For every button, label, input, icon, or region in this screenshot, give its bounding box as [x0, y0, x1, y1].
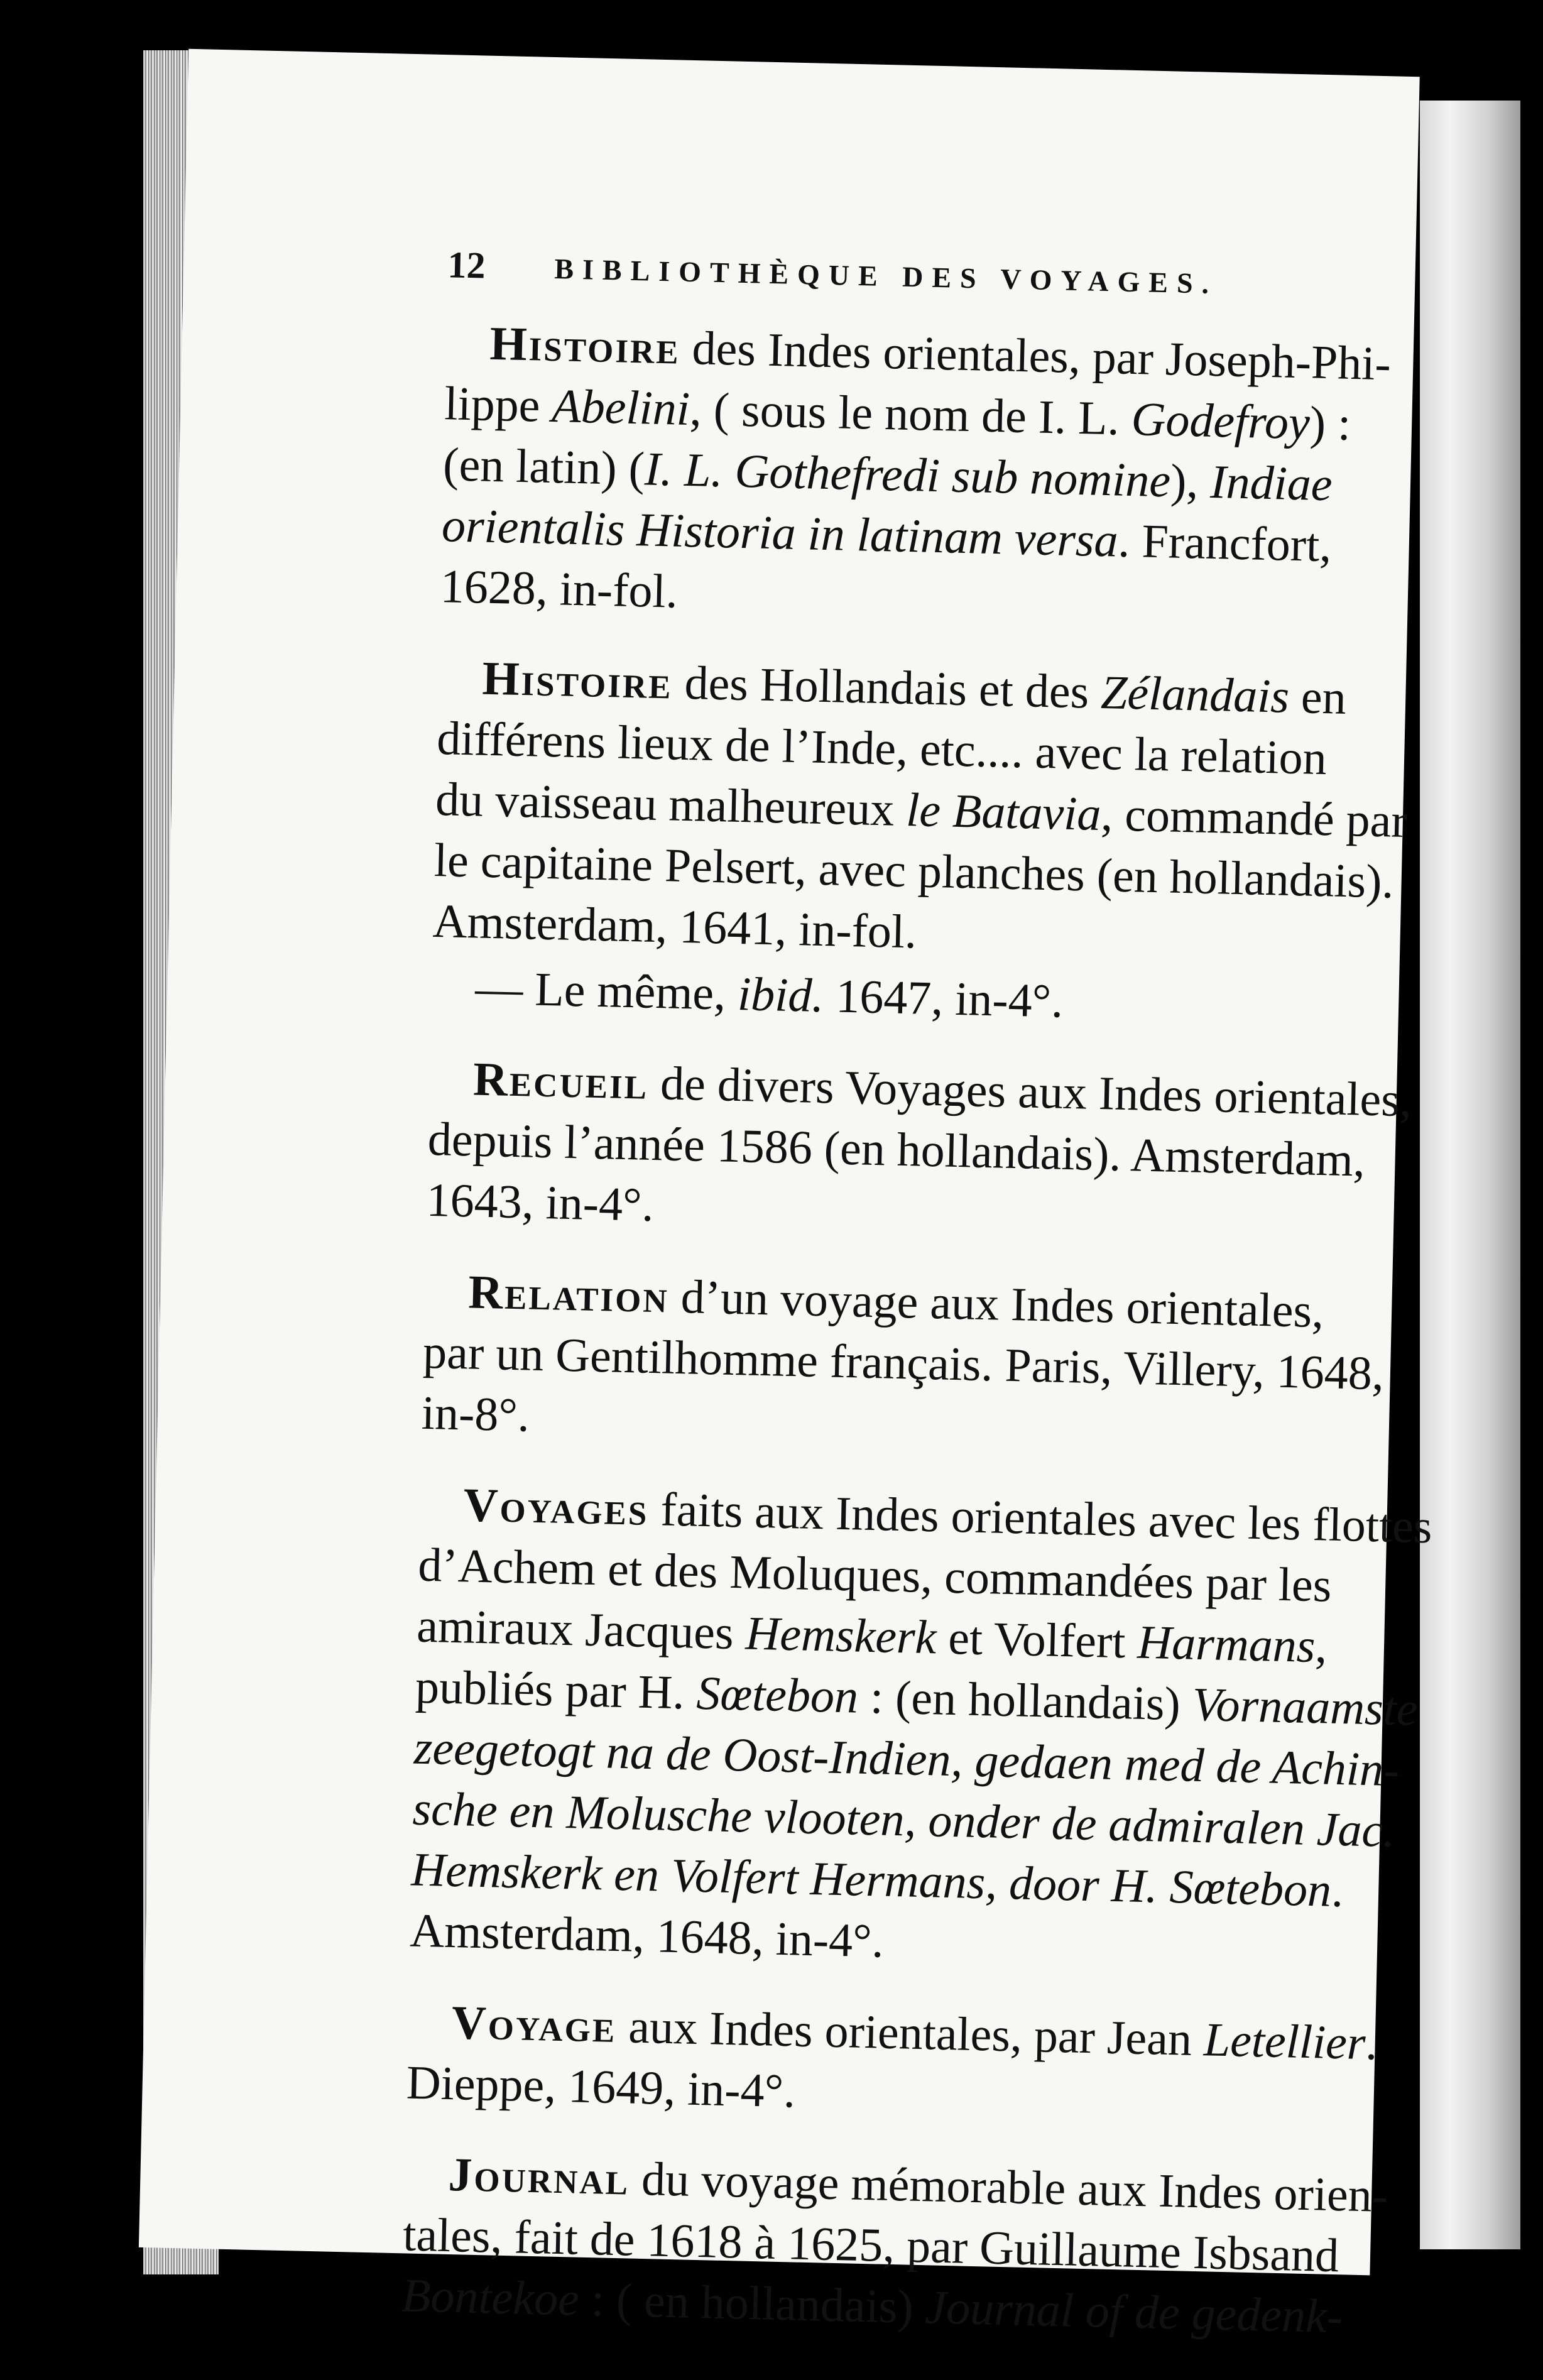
entry-line: Amsterdam, 1641, in-fol.	[432, 894, 918, 959]
entry-line: lippe Abelini, ( sous le nom de I. L. Godefroy) :	[444, 377, 1352, 450]
entry-line: sche en Molusche vlooten, onder de admiralen Jac.	[412, 1782, 1396, 1858]
entry-line: amiraux Jacques Hemskerk et Volfert Harmans,	[416, 1599, 1328, 1673]
bibliography-entry	[401, 2143, 1460, 2350]
entry-line: Journal du voyage mémorable aux Indes orien-	[447, 2148, 1388, 2222]
entry-line: publiés par H. Sœtebon : (en hollandais) Vornaamste	[415, 1660, 1419, 1736]
entry-line: (en latin) (I. L. Gothefredi sub nomine), Indiae	[442, 438, 1333, 511]
entry-line: in-8°.	[421, 1386, 530, 1442]
entry-line: Voyages faits aux Indes orientales avec les flottes	[462, 1478, 1433, 1554]
entry-line: Dieppe, 1649, in-4°.	[405, 2056, 796, 2118]
entry-line: Histoire des Hollandais et des Zélandais en	[481, 652, 1347, 724]
entry-line: du vaisseau malheureux le Batavia, commandé par	[435, 773, 1408, 848]
entry-line: depuis l’année 1586 (en hollandais). Amsterdam,	[427, 1112, 1366, 1187]
entry-line: d’Achem et des Moluques, commandées par les	[417, 1538, 1333, 1612]
entry-line: zeegetogt na de Oost-Indien, gedaen med de Achin-	[413, 1721, 1400, 1797]
entry-line: orientalis Historia in latinam versa. Francfort,	[441, 499, 1333, 572]
bibliography-entry	[432, 647, 1495, 976]
entry-line: par un Gentilhomme français. Paris, Villery, 1648,	[422, 1325, 1385, 1400]
page-number: 12	[447, 244, 486, 287]
entry-line: tales, fait de 1618 à 1625, par Guillaume Isbsand	[402, 2208, 1340, 2283]
entry-line: Amsterdam, 1648, in-4°.	[409, 1904, 885, 1968]
bibliography-entry	[409, 1474, 1475, 1985]
entry-line: Voyage aux Indes orientales, par Jean Letellier.	[451, 1996, 1378, 2070]
book-page	[139, 49, 1433, 2344]
entry-line: 1628, in-fol.	[439, 560, 679, 618]
bibliography-entry	[421, 1261, 1480, 1468]
entry-line: Histoire des Indes orientales, par Joseph-Phi-	[489, 317, 1392, 391]
running-head	[447, 231, 1503, 324]
entry-line: — Le même, ibid. 1647, in-4°.	[474, 961, 1064, 1028]
entry-line: le capitaine Pelsert, avec planches (en hollandais).	[433, 833, 1395, 909]
running-head-title: BIBLIOTHÈQUE DES VOYAGES.	[553, 253, 1218, 300]
entry-line: Hemskerk en Volfert Hermans, door H. Sœtebon.	[410, 1843, 1344, 1918]
entry-line: 1643, in-4°.	[425, 1173, 655, 1232]
entry-line: différens lieux de l’Inde, etc.... avec la relation	[436, 712, 1328, 785]
bibliography-text	[400, 312, 1502, 2380]
entry-line: Relation d’un voyage aux Indes orientales,	[467, 1265, 1325, 1338]
entry-line: Bontekoe : ( en hollandais) Journal of de gedenk-	[401, 2269, 1344, 2344]
bibliography-entry	[406, 1992, 1464, 2137]
entry-line: Recueil de divers Voyages aux Indes orientales,	[472, 1052, 1412, 1127]
bibliography-entry	[426, 1048, 1485, 1255]
bibliography-entry	[440, 312, 1502, 641]
